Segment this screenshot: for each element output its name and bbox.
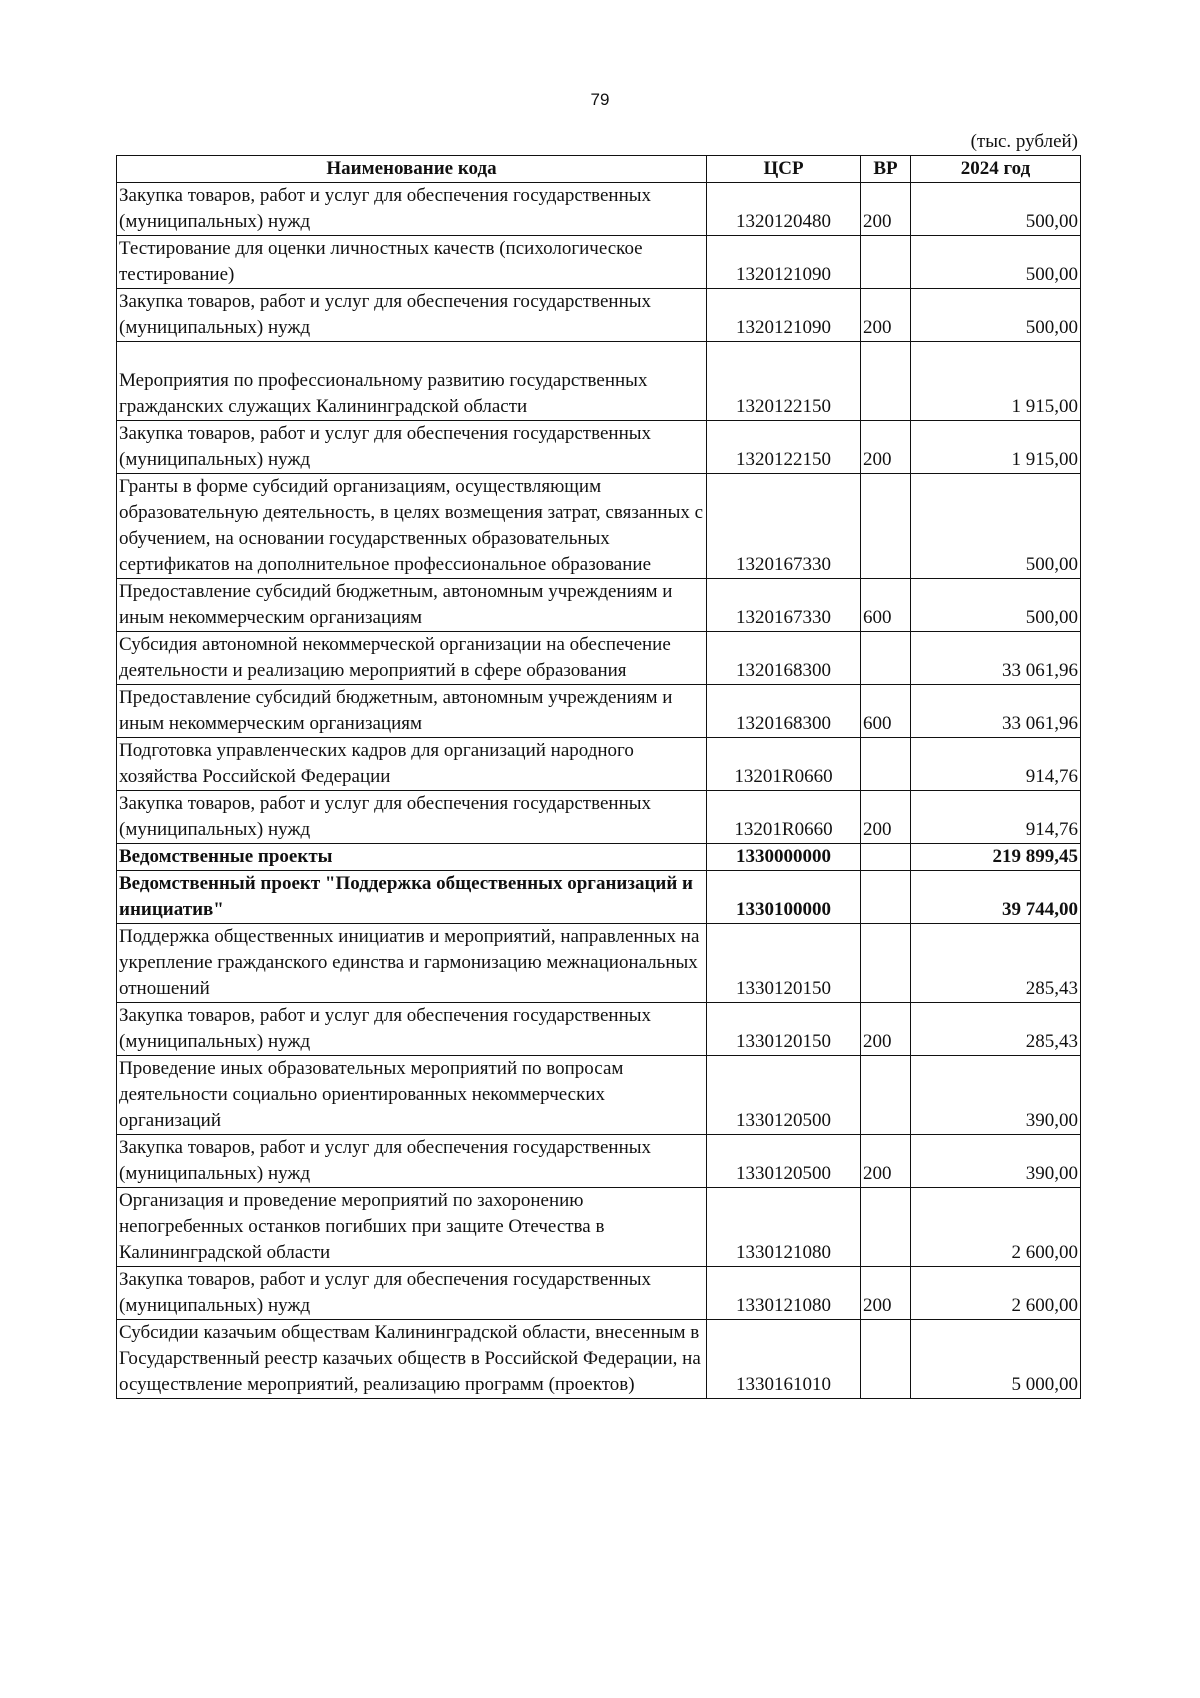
table-row [117, 342, 1081, 421]
row-amount: 1 915,00 [911, 342, 1081, 421]
table-row [117, 1056, 1081, 1135]
table-row [117, 579, 1081, 632]
column-header-vr: ВР [861, 156, 911, 183]
row-vr: 200 [861, 1135, 911, 1188]
table-row [117, 1188, 1081, 1267]
row-vr [861, 1056, 911, 1135]
row-name: Подготовка управленческих кадров для организаций народного хозяйства Российской Федерации [117, 738, 707, 791]
row-csr: 13201R0660 [707, 738, 861, 791]
row-csr: 1320121090 [707, 289, 861, 342]
row-amount: 2 600,00 [911, 1188, 1081, 1267]
row-amount: 33 061,96 [911, 632, 1081, 685]
row-amount: 500,00 [911, 236, 1081, 289]
column-header-name: Наименование кода [117, 156, 707, 183]
row-csr: 1320120480 [707, 183, 861, 236]
row-csr: 1330120500 [707, 1135, 861, 1188]
row-name: Закупка товаров, работ и услуг для обеспечения государственных (муниципальных) нужд [117, 289, 707, 342]
table-row [117, 1320, 1081, 1399]
row-amount: 285,43 [911, 1003, 1081, 1056]
row-vr [861, 738, 911, 791]
row-vr [861, 1320, 911, 1399]
row-amount: 500,00 [911, 579, 1081, 632]
row-amount: 1 915,00 [911, 421, 1081, 474]
row-name: Закупка товаров, работ и услуг для обеспечения государственных (муниципальных) нужд [117, 1003, 707, 1056]
row-csr: 1320121090 [707, 236, 861, 289]
table-row [117, 738, 1081, 791]
row-amount: 33 061,96 [911, 685, 1081, 738]
row-vr [861, 342, 911, 421]
row-vr [861, 1188, 911, 1267]
units-label: (тыс. рублей) [970, 131, 1078, 152]
row-csr: 1320168300 [707, 632, 861, 685]
table-row [117, 1267, 1081, 1320]
row-vr [861, 924, 911, 1003]
column-header-csr: ЦСР [707, 156, 861, 183]
row-csr: 1330121080 [707, 1188, 861, 1267]
row-amount: 285,43 [911, 924, 1081, 1003]
table-row [117, 1135, 1081, 1188]
row-csr: 1330100000 [707, 871, 861, 924]
row-name: Организация и проведение мероприятий по захоронению непогребенных останков погибших при защите Отечества в Калининградской области [117, 1188, 707, 1267]
row-name: Закупка товаров, работ и услуг для обеспечения государственных (муниципальных) нужд [117, 421, 707, 474]
row-amount: 914,76 [911, 738, 1081, 791]
table-row [117, 183, 1081, 236]
row-csr: 1330120150 [707, 1003, 861, 1056]
row-name: Проведение иных образовательных мероприятий по вопросам деятельности социально ориентированных некоммерческих организаций [117, 1056, 707, 1135]
row-vr [861, 871, 911, 924]
row-vr [861, 236, 911, 289]
table-row [117, 632, 1081, 685]
row-vr: 200 [861, 421, 911, 474]
row-amount: 914,76 [911, 791, 1081, 844]
row-vr: 600 [861, 579, 911, 632]
row-amount: 500,00 [911, 289, 1081, 342]
row-vr: 200 [861, 1267, 911, 1320]
row-csr: 1330121080 [707, 1267, 861, 1320]
row-vr: 200 [861, 1003, 911, 1056]
row-csr: 1330120150 [707, 924, 861, 1003]
table-row [117, 236, 1081, 289]
row-csr: 1320167330 [707, 474, 861, 579]
table-row [117, 1003, 1081, 1056]
table-row [117, 791, 1081, 844]
row-name: Закупка товаров, работ и услуг для обеспечения государственных (муниципальных) нужд [117, 791, 707, 844]
row-name: Субсидия автономной некоммерческой организации на обеспечение деятельности и реализацию мероприятий в сфере образования [117, 632, 707, 685]
row-name: Предоставление субсидий бюджетным, автономным учреждениям и иным некоммерческим организациям [117, 579, 707, 632]
row-vr: 200 [861, 183, 911, 236]
row-vr [861, 632, 911, 685]
row-csr: 1330161010 [707, 1320, 861, 1399]
table-row [117, 474, 1081, 579]
row-name: Закупка товаров, работ и услуг для обеспечения государственных (муниципальных) нужд [117, 183, 707, 236]
row-name: Гранты в форме субсидий организациям, осуществляющим образовательную деятельность, в целях возмещения затрат, связанных с обучением, на основании государственных образовательных сертификатов на дополнительное профессиональное образование [117, 474, 707, 579]
row-csr: 1320122150 [707, 421, 861, 474]
row-vr: 200 [861, 791, 911, 844]
table-row [117, 844, 1081, 871]
table-row [117, 685, 1081, 738]
row-csr: 1320122150 [707, 342, 861, 421]
row-name: Поддержка общественных инициатив и мероприятий, направленных на укрепление гражданского единства и гармонизацию межнациональных отношений [117, 924, 707, 1003]
row-csr: 13201R0660 [707, 791, 861, 844]
row-csr: 1320168300 [707, 685, 861, 738]
row-amount: 390,00 [911, 1056, 1081, 1135]
row-vr: 200 [861, 289, 911, 342]
row-csr: 1330120500 [707, 1056, 861, 1135]
row-name: Закупка товаров, работ и услуг для обеспечения государственных (муниципальных) нужд [117, 1267, 707, 1320]
row-name: Ведомственные проекты [117, 844, 707, 871]
row-name: Тестирование для оценки личностных качеств (психологическое тестирование) [117, 236, 707, 289]
row-vr: 600 [861, 685, 911, 738]
row-csr: 1320167330 [707, 579, 861, 632]
row-amount: 219 899,45 [911, 844, 1081, 871]
row-vr [861, 474, 911, 579]
row-amount: 2 600,00 [911, 1267, 1081, 1320]
row-csr: 1330000000 [707, 844, 861, 871]
budget-table [116, 155, 1081, 1399]
column-header-year: 2024 год [911, 156, 1081, 183]
table-row [117, 871, 1081, 924]
row-amount: 500,00 [911, 474, 1081, 579]
row-vr [861, 844, 911, 871]
table-header-row [117, 156, 1081, 183]
table-row [117, 421, 1081, 474]
table-row [117, 924, 1081, 1003]
row-name: Ведомственный проект "Поддержка общественных организаций и инициатив" [117, 871, 707, 924]
row-name: Мероприятия по профессиональному развитию государственных гражданских служащих Калининградской области [117, 342, 707, 421]
row-name: Закупка товаров, работ и услуг для обеспечения государственных (муниципальных) нужд [117, 1135, 707, 1188]
table-row [117, 289, 1081, 342]
row-amount: 39 744,00 [911, 871, 1081, 924]
row-amount: 390,00 [911, 1135, 1081, 1188]
page-number: 79 [590, 90, 610, 109]
row-amount: 5 000,00 [911, 1320, 1081, 1399]
row-name: Предоставление субсидий бюджетным, автономным учреждениям и иным некоммерческим организациям [117, 685, 707, 738]
row-name: Субсидии казачьим обществам Калининградской области, внесенным в Государственный реестр казачьих обществ в Российской Федерации, на осуществление мероприятий, реализацию программ (проектов) [117, 1320, 707, 1399]
row-amount: 500,00 [911, 183, 1081, 236]
